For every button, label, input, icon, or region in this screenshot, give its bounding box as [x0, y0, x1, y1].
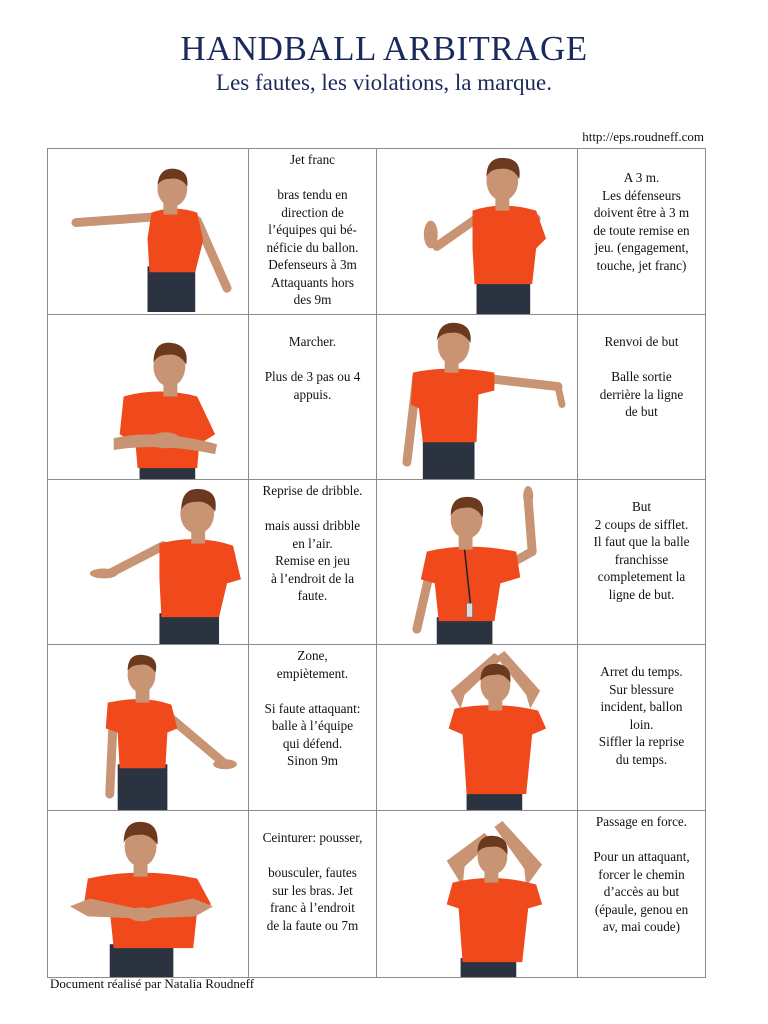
description-cell: [578, 480, 706, 645]
referee-but-figure: [377, 480, 577, 644]
referee-a-3m-figure: [377, 149, 577, 314]
referee-reprise-dribble-figure: [48, 480, 248, 644]
referee-body: [449, 651, 546, 810]
table-row: [48, 645, 706, 811]
referee-arret-temps-figure: [377, 645, 577, 810]
signal-description: Reprise de dribble. mais aussi dribble en l’air. Remise en jeu à l’endroit de la faute.: [262, 483, 363, 603]
figure-cell: [48, 811, 249, 978]
page-title: HANDBALL ARBITRAGE: [180, 29, 588, 68]
referee-body: [407, 323, 562, 479]
description-cell: [249, 149, 377, 315]
signal-description: A 3 m. Les défenseurs doivent être à 3 m de toute remise en jeu. (engagement, touche, jet franc): [593, 170, 690, 273]
signal-description: Passage en force. Pour un attaquant, forcer le chemin d’accès au but (épaule, genou en av, mai coude): [593, 814, 690, 934]
table-row: [48, 315, 706, 480]
referee-body: [70, 822, 213, 977]
description-cell: [578, 149, 706, 315]
description-cell: [578, 315, 706, 480]
referee-body: [106, 655, 237, 810]
page-subtitle: Les fautes, les violations, la marque.: [216, 70, 552, 95]
figure-cell: [48, 315, 249, 480]
signal-description: Marcher. Plus de 3 pas ou 4 appuis.: [264, 334, 361, 402]
signal-description: Ceinturer: pousser, bousculer, fautes sur les bras. Jet franc à l’endroit de la faute ou 7m: [262, 830, 363, 933]
figure-cell: [48, 645, 249, 811]
source-url[interactable]: http://eps.roudneff.com: [582, 129, 704, 144]
signal-description: But 2 coups de sifflet. Il faut que la balle franchisse completement la ligne de but.: [593, 499, 690, 602]
referee-body: [447, 821, 542, 977]
signal-description: Renvoi de but Balle sortie derrière la ligne de but: [599, 334, 684, 419]
referee-body: [76, 169, 227, 312]
description-cell: [249, 480, 377, 645]
figure-cell: [377, 149, 578, 315]
description-cell: [249, 315, 377, 480]
signal-description: Jet franc bras tendu en direction de l’équipes qui bé- néficie du ballon. Defenseurs à 3m Attaquants hors des 9m: [266, 152, 359, 307]
figure-cell: [377, 480, 578, 645]
referee-passage-force-figure: [377, 811, 577, 977]
table-row: [48, 149, 706, 315]
referee-marcher-figure: [48, 315, 248, 479]
referee-body: [424, 158, 546, 314]
figure-cell: [377, 811, 578, 978]
referee-ceinturer-figure: [48, 811, 248, 977]
table-row: [48, 811, 706, 978]
referee-body: [114, 343, 217, 479]
description-cell: [578, 645, 706, 811]
table-row: [48, 480, 706, 645]
referee-zone-figure: [48, 645, 248, 810]
description-cell: [578, 811, 706, 978]
figure-cell: [377, 315, 578, 480]
referee-body: [417, 486, 533, 644]
referee-signals-table: [47, 148, 706, 978]
figure-cell: [48, 149, 249, 315]
figure-cell: [48, 480, 249, 645]
signal-description: Zone, empiètement. Si faute attaquant: balle à l’équipe qui défend. Sinon 9m: [264, 648, 361, 768]
referee-jet-franc-figure: [48, 149, 248, 314]
document-credit: Document réalisé par Natalia Roudneff: [50, 976, 255, 991]
description-cell: [249, 811, 377, 978]
referee-renvoi-figure: [377, 315, 577, 479]
figure-cell: [377, 645, 578, 811]
referee-body: [90, 489, 241, 644]
description-cell: [249, 645, 377, 811]
signal-description: Arret du temps. Sur blessure incident, ballon loin. Siffler la reprise du temps.: [598, 664, 685, 767]
